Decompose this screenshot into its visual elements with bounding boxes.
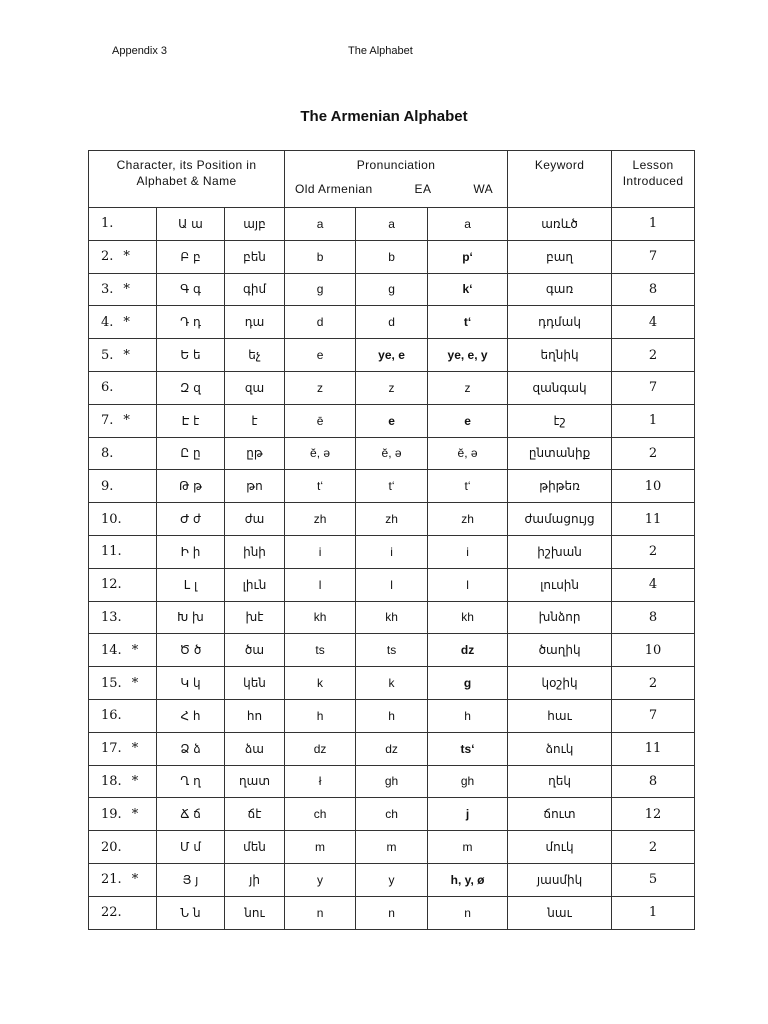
lesson-cell: 8 [612, 765, 695, 798]
keyword-cell: մուկ [508, 831, 612, 864]
ea-cell: i [356, 535, 428, 568]
lesson-cell: 2 [612, 831, 695, 864]
letter-cell: Ա ա [157, 208, 225, 241]
wa-cell: t‘ [428, 470, 508, 503]
wa-cell: a [428, 208, 508, 241]
position-number: 16. [101, 708, 122, 724]
position-cell [89, 601, 157, 634]
keyword-cell: ղեկ [508, 765, 612, 798]
old-armenian-cell: y [285, 863, 356, 896]
position-cell [89, 240, 157, 273]
lesson-cell: 11 [612, 503, 695, 536]
ea-cell: kh [356, 601, 428, 634]
old-armenian-cell: m [285, 831, 356, 864]
letter-cell: Ի ի [157, 535, 225, 568]
position-cell [89, 273, 157, 306]
old-armenian-cell: e [285, 339, 356, 372]
ea-header: EA [414, 182, 432, 196]
changed-pronunciation-marker: * [131, 872, 139, 888]
table-row [89, 863, 695, 896]
lesson-cell: 1 [612, 404, 695, 437]
ea-cell: a [356, 208, 428, 241]
lesson-cell: 2 [612, 437, 695, 470]
lesson-cell: 4 [612, 568, 695, 601]
lesson-cell: 7 [612, 240, 695, 273]
letter-name-cell: հո [225, 699, 285, 732]
position-cell [89, 404, 157, 437]
old-armenian-cell: ĕ, ə [285, 437, 356, 470]
ea-cell: g [356, 273, 428, 306]
letter-name-cell: ձա [225, 732, 285, 765]
letter-name-cell: այբ [225, 208, 285, 241]
position-cell [89, 470, 157, 503]
keyword-header-label: Keyword [534, 158, 585, 172]
position-number: 5. [101, 347, 114, 363]
position-number: 12. [101, 577, 122, 593]
changed-pronunciation-marker: * [131, 773, 139, 789]
keyword-cell: բաղ [508, 240, 612, 273]
wa-cell: p‘ [428, 240, 508, 273]
old-armenian-cell: ch [285, 798, 356, 831]
ea-cell: ye, e [356, 339, 428, 372]
ea-cell: ch [356, 798, 428, 831]
position-number: 17. [101, 741, 122, 757]
position-number: 8. [101, 445, 114, 461]
alphabet-table [88, 150, 695, 930]
letter-cell: Յ յ [157, 863, 225, 896]
keyword-cell: իշխան [508, 535, 612, 568]
position-number: 6. [101, 380, 114, 396]
table-row [89, 667, 695, 700]
wa-cell: e [428, 404, 508, 437]
position-cell [89, 699, 157, 732]
letter-cell: Ե ե [157, 339, 225, 372]
ea-cell: ts [356, 634, 428, 667]
position-cell [89, 568, 157, 601]
position-number: 19. [101, 806, 122, 822]
ea-cell: d [356, 306, 428, 339]
position-cell [89, 634, 157, 667]
letter-name-cell: ինի [225, 535, 285, 568]
keyword-cell: թիթեռ [508, 470, 612, 503]
lesson-cell: 2 [612, 535, 695, 568]
keyword-cell: խնձոր [508, 601, 612, 634]
wa-cell: ye, e, y [428, 339, 508, 372]
wa-cell: m [428, 831, 508, 864]
lesson-cell: 8 [612, 601, 695, 634]
page-header-section: The Alphabet [348, 45, 413, 57]
changed-pronunciation-marker: * [131, 806, 139, 822]
letter-cell: Թ թ [157, 470, 225, 503]
ea-cell: m [356, 831, 428, 864]
table-row [89, 371, 695, 404]
wa-cell: g [428, 667, 508, 700]
ea-cell: ĕ, ə [356, 437, 428, 470]
wa-cell: h [428, 699, 508, 732]
old-armenian-cell: ł [285, 765, 356, 798]
changed-pronunciation-marker: * [123, 413, 130, 429]
table-row [89, 568, 695, 601]
letter-name-cell: խէ [225, 601, 285, 634]
keyword-cell: ժամացույց [508, 503, 612, 536]
position-cell [89, 371, 157, 404]
lesson-header-line1: Lesson [632, 158, 674, 172]
table-row [89, 601, 695, 634]
wa-cell: l [428, 568, 508, 601]
letter-cell: Ղ ղ [157, 765, 225, 798]
position-number: 21. [101, 872, 122, 888]
old-armenian-cell: zh [285, 503, 356, 536]
letter-cell: Հ հ [157, 699, 225, 732]
table-row [89, 306, 695, 339]
lesson-header-line2: Introduced [622, 174, 684, 188]
letter-cell: Կ կ [157, 667, 225, 700]
position-number: 4. [101, 314, 114, 330]
keyword-cell: ծաղիկ [508, 634, 612, 667]
position-number: 3. [101, 281, 114, 297]
table-row [89, 208, 695, 241]
wa-header: WA [473, 182, 494, 196]
lesson-cell: 5 [612, 863, 695, 896]
position-cell [89, 765, 157, 798]
letter-cell: Ը ը [157, 437, 225, 470]
lesson-cell: 10 [612, 634, 695, 667]
position-number: 13. [101, 609, 122, 625]
changed-pronunciation-marker: * [123, 314, 130, 330]
old-armenian-cell: l [285, 568, 356, 601]
table-row [89, 503, 695, 536]
wa-cell: ts‘ [428, 732, 508, 765]
table-body [89, 208, 695, 930]
keyword-cell: հաւ [508, 699, 612, 732]
position-cell [89, 732, 157, 765]
position-cell [89, 831, 157, 864]
keyword-cell: նաւ [508, 896, 612, 929]
wa-cell: ĕ, ə [428, 437, 508, 470]
table-row [89, 732, 695, 765]
wa-cell: h, y, ø [428, 863, 508, 896]
ea-cell: l [356, 568, 428, 601]
page-header-appendix: Appendix 3 [112, 45, 168, 57]
table-row [89, 896, 695, 929]
letter-cell: Ճ ճ [157, 798, 225, 831]
old-armenian-cell: t‘ [285, 470, 356, 503]
character-header [89, 151, 285, 208]
old-armenian-cell: d [285, 306, 356, 339]
table-row [89, 339, 695, 372]
table-row [89, 798, 695, 831]
letter-name-cell: ղատ [225, 765, 285, 798]
keyword-cell: էշ [508, 404, 612, 437]
letter-name-cell: ժա [225, 503, 285, 536]
table-row [89, 273, 695, 306]
table-row [89, 699, 695, 732]
pronunciation-header [285, 151, 508, 208]
position-cell [89, 535, 157, 568]
lesson-cell: 7 [612, 371, 695, 404]
keyword-cell: գառ [508, 273, 612, 306]
wa-cell: t‘ [428, 306, 508, 339]
position-number: 7. [101, 413, 114, 429]
table-row [89, 470, 695, 503]
table-row [89, 404, 695, 437]
table-row [89, 831, 695, 864]
ea-cell: gh [356, 765, 428, 798]
letter-cell: Գ գ [157, 273, 225, 306]
ea-cell: h [356, 699, 428, 732]
keyword-cell: դդմակ [508, 306, 612, 339]
old-armenian-cell: kh [285, 601, 356, 634]
old-armenian-cell: ts [285, 634, 356, 667]
changed-pronunciation-marker: * [123, 281, 130, 297]
ea-cell: e [356, 404, 428, 437]
lesson-header [612, 151, 695, 208]
keyword-header [508, 151, 612, 208]
lesson-cell: 2 [612, 667, 695, 700]
wa-cell: z [428, 371, 508, 404]
wa-cell: k‘ [428, 273, 508, 306]
letter-cell: Զ զ [157, 371, 225, 404]
position-cell [89, 208, 157, 241]
changed-pronunciation-marker: * [131, 741, 139, 757]
old-armenian-cell: ē [285, 404, 356, 437]
position-cell [89, 667, 157, 700]
keyword-cell: ճուտ [508, 798, 612, 831]
ea-cell: zh [356, 503, 428, 536]
letter-name-cell: զա [225, 371, 285, 404]
keyword-cell: կօշիկ [508, 667, 612, 700]
ea-cell: n [356, 896, 428, 929]
changed-pronunciation-marker: * [123, 347, 130, 363]
table-row [89, 634, 695, 667]
wa-cell: j [428, 798, 508, 831]
ea-cell: k [356, 667, 428, 700]
letter-cell: Մ մ [157, 831, 225, 864]
letter-name-cell: մեն [225, 831, 285, 864]
letter-name-cell: յի [225, 863, 285, 896]
letter-cell: Բ բ [157, 240, 225, 273]
position-cell [89, 437, 157, 470]
old-armenian-cell: n [285, 896, 356, 929]
letter-cell: Ժ ժ [157, 503, 225, 536]
lesson-cell: 4 [612, 306, 695, 339]
wa-cell: dz [428, 634, 508, 667]
table-row [89, 240, 695, 273]
old-armenian-cell: z [285, 371, 356, 404]
lesson-cell: 1 [612, 208, 695, 241]
table-row [89, 535, 695, 568]
lesson-cell: 10 [612, 470, 695, 503]
position-cell [89, 798, 157, 831]
table-header-row [89, 151, 695, 208]
letter-cell: Խ խ [157, 601, 225, 634]
letter-name-cell: կեն [225, 667, 285, 700]
ea-cell: z [356, 371, 428, 404]
lesson-cell: 8 [612, 273, 695, 306]
old-armenian-cell: i [285, 535, 356, 568]
old-armenian-cell: h [285, 699, 356, 732]
old-armenian-header: Old Armenian [295, 182, 373, 196]
position-number: 9. [101, 478, 114, 494]
lesson-cell: 11 [612, 732, 695, 765]
character-header-line1: Character, its Position in [116, 158, 257, 172]
letter-name-cell: ըթ [225, 437, 285, 470]
letter-cell: Ձ ձ [157, 732, 225, 765]
letter-name-cell: բեն [225, 240, 285, 273]
letter-cell: Է է [157, 404, 225, 437]
letter-cell: Դ դ [157, 306, 225, 339]
table-row [89, 765, 695, 798]
position-number: 18. [101, 773, 122, 789]
wa-cell: gh [428, 765, 508, 798]
lesson-cell: 12 [612, 798, 695, 831]
keyword-cell: առևծ [508, 208, 612, 241]
letter-name-cell: լիւն [225, 568, 285, 601]
position-number: 15. [101, 675, 122, 691]
ea-cell: b [356, 240, 428, 273]
wa-cell: i [428, 535, 508, 568]
letter-name-cell: նու [225, 896, 285, 929]
position-number: 14. [101, 642, 122, 658]
position-number: 22. [101, 905, 122, 921]
position-number: 11. [101, 544, 122, 560]
lesson-cell: 1 [612, 896, 695, 929]
keyword-cell: լուսին [508, 568, 612, 601]
old-armenian-cell: dz [285, 732, 356, 765]
position-cell [89, 339, 157, 372]
position-number: 10. [101, 511, 122, 527]
old-armenian-cell: a [285, 208, 356, 241]
letter-cell: Ն ն [157, 896, 225, 929]
old-armenian-cell: g [285, 273, 356, 306]
position-cell [89, 896, 157, 929]
letter-name-cell: եչ [225, 339, 285, 372]
letter-name-cell: դա [225, 306, 285, 339]
position-number: 2. [101, 249, 114, 265]
document-title: The Armenian Alphabet [300, 108, 468, 125]
position-cell [89, 306, 157, 339]
changed-pronunciation-marker: * [131, 642, 139, 658]
letter-name-cell: ճէ [225, 798, 285, 831]
keyword-cell: զանգակ [508, 371, 612, 404]
position-cell [89, 503, 157, 536]
wa-cell: kh [428, 601, 508, 634]
changed-pronunciation-marker: * [123, 249, 130, 265]
letter-name-cell: ծա [225, 634, 285, 667]
old-armenian-cell: k [285, 667, 356, 700]
letter-cell: Լ լ [157, 568, 225, 601]
ea-cell: dz [356, 732, 428, 765]
wa-cell: zh [428, 503, 508, 536]
position-number: 20. [101, 839, 122, 855]
character-header-line2: Alphabet & Name [136, 174, 237, 188]
keyword-cell: եղնիկ [508, 339, 612, 372]
changed-pronunciation-marker: * [131, 675, 139, 691]
position-number: 1. [101, 216, 114, 232]
letter-name-cell: է [225, 404, 285, 437]
wa-cell: n [428, 896, 508, 929]
old-armenian-cell: b [285, 240, 356, 273]
letter-name-cell: գիմ [225, 273, 285, 306]
keyword-cell: ձուկ [508, 732, 612, 765]
ea-cell: y [356, 863, 428, 896]
ea-cell: t‘ [356, 470, 428, 503]
keyword-cell: ընտանիք [508, 437, 612, 470]
lesson-cell: 7 [612, 699, 695, 732]
letter-name-cell: թո [225, 470, 285, 503]
lesson-cell: 2 [612, 339, 695, 372]
keyword-cell: յասմիկ [508, 863, 612, 896]
pronunciation-header-label: Pronunciation [356, 158, 436, 172]
table-row [89, 437, 695, 470]
position-cell [89, 863, 157, 896]
letter-cell: Ծ ծ [157, 634, 225, 667]
